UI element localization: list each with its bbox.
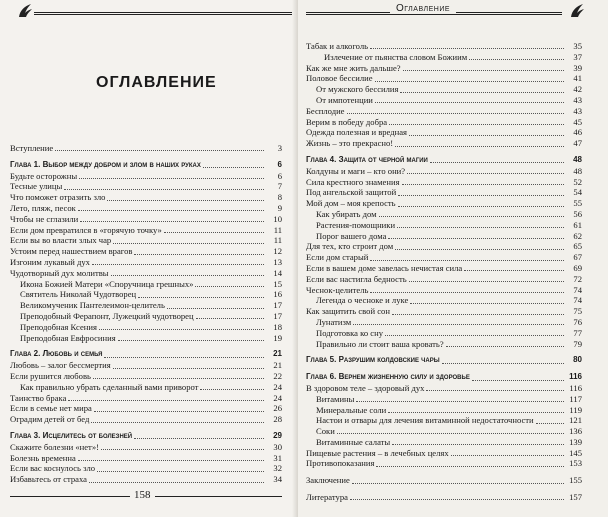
dot-leader [375,74,564,82]
toc-entry [306,295,582,306]
toc-entry [10,403,282,414]
toc-entry-title: Глава 2. Любовь и семья [10,349,103,359]
dot-leader [134,431,264,439]
toc-entry [306,63,582,74]
toc-page-number: 13 [273,256,282,267]
dot-leader [388,405,564,413]
dot-leader [376,459,564,467]
toc-page-number: 32 [273,463,282,474]
toc-entry-title: Растения-помощники [316,219,396,230]
toc-page-number: 6 [277,170,282,181]
toc-entry-title: Половое бессилие [306,73,373,84]
dot-leader [55,143,264,151]
toc-entry [10,393,282,404]
toc-page-number: 116 [569,372,582,382]
toc-entry [306,52,582,63]
toc-entry [10,371,282,382]
toc-page-number: 62 [573,230,582,241]
toc-page-number: 31 [273,452,282,463]
toc-entry [10,463,282,474]
toc-page-number: 17 [273,310,282,321]
toc-page-number: 12 [273,246,282,257]
toc-entry [306,41,582,52]
toc-entry-title: Избавьтесь от страха [10,474,87,485]
toc-entry-title: Любовь – залог бессмертия [10,360,111,371]
dot-leader [164,225,264,233]
toc-entry-title: Заключение [306,475,350,486]
right-page [298,0,608,517]
toc-entry-title: Преподобный Ферапонт, Лужецкий чудотворец [20,310,194,321]
dot-leader [403,63,564,71]
dot-leader [78,203,264,211]
toc-entry-title: Сила крестного знамения [306,176,400,187]
dot-leader [536,416,564,424]
toc-page-number: 75 [573,306,582,317]
dot-leader [370,41,564,49]
dot-leader [347,106,565,114]
dot-leader [101,442,264,450]
toc-page-number: 79 [573,338,582,349]
left-page [0,0,298,517]
toc-entry-title: Будьте осторожны [10,170,78,181]
toc-page-number: 3 [277,143,282,153]
toc-page-number: 11 [273,235,282,246]
dot-leader [398,188,564,196]
toc-page-number: 74 [573,295,582,306]
toc-entry-title: Лунатизм [316,316,352,327]
toc-entry-title: Преподобная Евфросиния [20,332,116,343]
dot-leader [464,263,564,271]
dot-leader [392,437,564,445]
toc-page-number: 21 [273,360,282,371]
toc-entry-title: Соки [316,426,335,437]
dot-leader [93,371,264,379]
toc-entry-title: Чеснок-целитель [306,284,369,295]
dot-leader [370,253,564,261]
toc-entry-title: Бесплодие [306,105,345,116]
toc-entry [306,492,582,503]
toc-entry [306,274,582,285]
toc-entry [306,306,582,317]
toc-entry-title: Колдуны и маги – кто они? [306,165,406,176]
dot-leader [64,182,264,190]
dot-leader [113,236,264,244]
toc-page-number: 74 [573,284,582,295]
toc-entry-title: Излечение от пьянства словом Божиим [324,51,468,62]
toc-page-number: 77 [573,327,582,338]
toc-entry [306,328,582,339]
toc-page-number: 26 [273,403,282,414]
toc-page-number: 10 [273,213,282,224]
toc-entry-title: Как защитить свой сон [306,306,390,317]
toc-page-number: 34 [273,474,282,485]
toc-page-number: 69 [573,262,582,273]
toc-chapter-entry [10,431,282,442]
toc-page-number: 52 [573,176,582,187]
dot-leader [195,279,264,287]
toc-entry [306,127,582,138]
toc-entry [10,192,282,203]
toc-page-number: 55 [573,198,582,209]
toc-entry-title: Если в семье нет мира [10,403,92,414]
toc-page-number: 39 [573,62,582,73]
toc-page-number: 136 [569,426,582,437]
toc-entry [306,458,582,469]
toc-entry [10,214,282,225]
dot-leader [398,199,564,207]
toc-entry-title: Легенда о чесноке и луке [316,295,409,306]
toc-entry [10,382,282,393]
dot-leader [400,85,564,93]
toc-entry [306,415,582,426]
toc-entry-title: Как же мне жить дальше? [306,62,401,73]
dot-leader [203,160,264,168]
toc-page-number: 48 [573,165,582,176]
toc-entry [306,448,582,459]
toc-entry [10,442,282,453]
toc-entry-title: Лето, пляж, песок [10,202,76,213]
toc-chapter-entry [10,349,282,360]
toc-page-number: 47 [573,138,582,149]
toc-list-left [10,143,282,485]
toc-entry [10,279,282,290]
dot-leader [370,285,564,293]
toc-entry [306,241,582,252]
toc-page-number: 80 [573,355,582,365]
toc-entry [306,177,582,188]
toc-page-number: 153 [569,458,582,469]
toc-entry-title: Мой дом – моя крепость [306,198,396,209]
toc-chapter-entry [10,160,282,171]
toc-page-number: 21 [273,349,282,359]
toc-page-number: 139 [569,436,582,447]
toc-page-number: 37 [573,51,582,62]
toc-chapter-entry [306,372,582,383]
toc-entry-title: Если вас коснулось зло [10,463,96,474]
toc-entry-title: Изгоним лукавый дух [10,256,90,267]
toc-entry [10,311,282,322]
toc-entry [306,263,582,274]
dot-leader [446,339,564,347]
dot-leader [78,453,264,461]
toc-entry-title: Одежда полезная и вредная [306,127,407,138]
dot-leader [94,404,264,412]
toc-entry-title: Глава 3. Исцелитесь от болезней [10,430,133,440]
toc-entry [10,453,282,464]
toc-entry [306,252,582,263]
running-header: Оглавление [390,3,456,14]
dot-leader [451,448,564,456]
toc-entry-title: Правильно ли стоит ваша кровать? [316,338,444,349]
toc-list-right [306,41,582,503]
toc-entry-title: Литература [306,492,348,503]
toc-page-number: 157 [569,492,582,503]
dot-leader [104,350,264,358]
dot-leader [397,220,564,228]
toc-entry-title: Подготовка ко сну [316,327,384,338]
toc-entry [306,106,582,117]
toc-entry [10,268,282,279]
toc-entry [306,166,582,177]
dot-leader [107,193,264,201]
dot-leader [167,301,264,309]
toc-page-number: 28 [273,414,282,425]
toc-page-number: 17 [273,300,282,311]
toc-entry-title: Витаминные салаты [316,436,391,447]
toc-entry-title: Великомученик Пантелеимон-целитель [20,300,165,311]
toc-entry [10,289,282,300]
toc-entry [306,285,582,296]
toc-entry [10,225,282,236]
dot-leader [402,177,564,185]
toc-page-number: 30 [273,441,282,452]
toc-entry-title: Болезнь временна [10,452,76,463]
dot-leader [99,322,264,330]
toc-page-number: 43 [573,94,582,105]
dot-leader [409,128,564,136]
toc-page-number: 24 [273,392,282,403]
toc-page-number: 61 [573,219,582,230]
toc-entry-title: Под ангельской защитой [306,187,397,198]
toc-entry-title: Что поможет отразить зло [10,192,106,203]
toc-page-number: 54 [573,187,582,198]
toc-entry [10,333,282,344]
dot-leader [472,373,564,381]
toc-entry [10,235,282,246]
dot-leader [389,117,564,125]
toc-entry [306,475,582,486]
dot-leader [80,214,264,222]
toc-entry-title: Противопоказания [306,458,375,469]
toc-entry-title: Минеральные соли [316,404,387,415]
toc-entry-title: Порог вашего дома [316,230,387,241]
toc-entry [10,143,282,154]
dot-leader [138,290,264,298]
toc-entry-title: Скажите болезни «нет»! [10,441,99,452]
toc-entry [10,474,282,485]
toc-page-number: 15 [273,278,282,289]
toc-entry [306,84,582,95]
toc-page-number: 14 [273,267,282,278]
dot-leader [409,274,564,282]
toc-page-number: 48 [573,154,582,164]
toc-entry-title: Верим в победу добра [306,116,388,127]
dot-leader [375,95,564,103]
toc-entry [306,383,582,394]
toc-page-number: 7 [277,181,282,192]
toc-entry-title: Жизнь – это прекрасно! [306,138,394,149]
toc-entry-title: От мужского бессилия [316,84,399,95]
toc-entry-title: Как убирать дом [316,208,377,219]
dot-leader [388,231,564,239]
dot-leader [111,268,264,276]
dot-leader [407,166,564,174]
dot-leader [353,317,564,325]
toc-page-number: 119 [569,404,582,415]
toc-page-number: 22 [273,370,282,381]
toc-page-number: 65 [573,241,582,252]
dot-leader [89,475,264,483]
dot-leader [395,139,564,147]
toc-entry-title: Оградим детей от бед [10,414,90,425]
toc-entry [10,181,282,192]
toc-page-number: 45 [573,116,582,127]
toc-page-number: 46 [573,127,582,138]
toc-entry [306,231,582,242]
toc-page-number: 117 [569,393,582,404]
toc-page-number: 9 [277,202,282,213]
dot-leader [113,361,264,369]
toc-entry-title: Если в вашем доме завелась нечистая сила [306,262,463,273]
toc-entry [10,300,282,311]
toc-entry-title: Устоим перед нашествием врагов [10,246,133,257]
toc-entry-title: От импотенции [316,94,373,105]
toc-entry-title: Чтобы не сглазили [10,213,79,224]
toc-entry [10,171,282,182]
toc-entry-title: Глава 6. Вернем жизненную силу и здоровье [306,372,470,382]
toc-entry-title: Глава 5. Разрушим колдовские чары [306,355,440,365]
toc-entry-title: Если рушится любовь [10,370,91,381]
toc-page-number: 121 [569,415,582,426]
toc-page-number: 19 [273,332,282,343]
toc-entry-title: Если вас настигла бедность [306,273,407,284]
toc-page-number: 56 [573,208,582,219]
toc-page-number: 76 [573,316,582,327]
toc-page-number: 43 [573,105,582,116]
toc-page-number: 145 [569,447,582,458]
toc-page-number: 29 [273,430,282,440]
dot-leader [118,333,264,341]
toc-page-number: 18 [273,321,282,332]
toc-entry-title: Настои и отвары для лечения витаминной недостаточности [316,415,534,426]
dot-leader [395,242,564,250]
dot-leader [97,464,264,472]
toc-entry-title: В здоровом теле – здоровый дух [306,382,425,393]
toc-entry [306,95,582,106]
page-title: ОГЛАВЛЕНИЕ [96,74,217,91]
toc-entry-title: Преподобная Ксения [20,321,97,332]
toc-entry-title: Таинство брака [10,392,67,403]
dot-leader [79,171,264,179]
header-rule [34,12,292,15]
dot-leader [196,311,264,319]
toc-page-number: 41 [573,73,582,84]
flourish-ornament-icon [16,2,34,20]
toc-entry-title: Витамины [316,393,355,404]
toc-page-number: 67 [573,252,582,263]
toc-chapter-entry [306,155,582,166]
toc-entry [306,394,582,405]
toc-entry [306,73,582,84]
toc-entry [306,117,582,128]
toc-entry [306,426,582,437]
toc-page-number: 35 [573,41,582,51]
dot-leader [92,257,264,265]
toc-entry-title: Святитель Николай Чудотворец [20,289,137,300]
toc-entry-title: Вступление [10,143,54,153]
toc-page-number: 24 [273,381,282,392]
toc-entry-title: Пищевые растения – в лечебных целях [306,447,449,458]
dot-leader [442,356,564,364]
toc-entry-title: Глава 1. Выбор между добром и злом в наших руках [10,159,201,169]
dot-leader [350,492,564,500]
dot-leader [356,394,564,402]
toc-entry-title: Если дом превратился в «горячую точку» [10,224,162,235]
flourish-ornament-icon [568,2,586,20]
toc-entry [10,414,282,425]
dot-leader [430,155,564,163]
toc-entry-title: Глава 4. Защита от черной магии [306,154,428,164]
toc-page-number: 116 [569,382,582,393]
toc-page-number: 42 [573,84,582,95]
toc-entry-title: Если дом старый [306,252,369,263]
toc-entry-title: Икона Божией Матери «Споручница грешных» [20,278,194,289]
dot-leader [426,383,564,391]
dot-leader [352,476,564,484]
toc-entry-title: Тесные улицы [10,181,63,192]
toc-chapter-entry [306,355,582,366]
dot-leader [200,382,264,390]
toc-entry [10,322,282,333]
toc-entry-title: Для тех, кто строит дом [306,241,394,252]
toc-entry [10,257,282,268]
toc-entry [10,203,282,214]
toc-page-number: 11 [273,224,282,235]
dot-leader [337,426,564,434]
toc-entry [306,405,582,416]
page-number: 158 [130,489,155,501]
dot-leader [379,209,564,217]
toc-entry [306,198,582,209]
toc-entry-title: Табак и алкоголь [306,41,369,51]
toc-entry-title: Если вы во власти злых чар [10,235,112,246]
toc-page-number: 16 [273,289,282,300]
toc-entry [306,339,582,350]
dot-leader [68,393,264,401]
dot-leader [91,415,264,423]
dot-leader [410,296,564,304]
toc-page-number: 6 [277,159,282,169]
dot-leader [385,328,564,336]
toc-entry [306,220,582,231]
toc-entry [306,317,582,328]
toc-entry-title: Как правильно убрать сделанный вами приворот [20,381,199,392]
dot-leader [469,52,564,60]
toc-entry [10,246,282,257]
dot-leader [134,247,264,255]
toc-entry-title: Чудотворный дух молитвы [10,267,109,278]
toc-entry [306,138,582,149]
toc-entry [306,437,582,448]
toc-page-number: 72 [573,273,582,284]
dot-leader [392,307,564,315]
toc-entry [10,360,282,371]
toc-page-number: 155 [569,475,582,486]
toc-page-number: 8 [277,192,282,203]
toc-entry [306,209,582,220]
toc-entry [306,187,582,198]
